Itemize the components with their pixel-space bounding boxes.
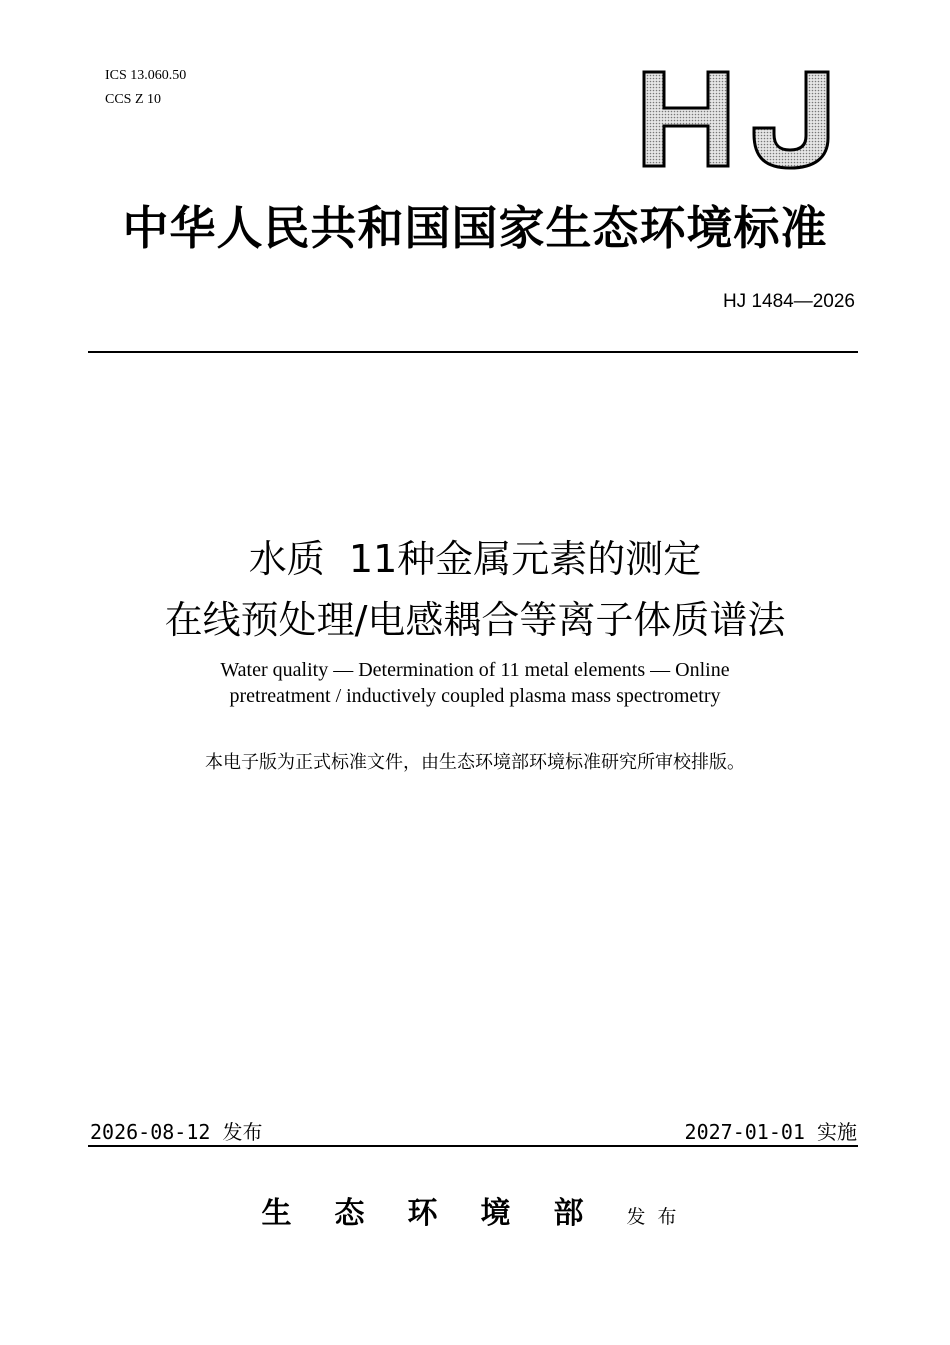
issue-action: 发布: [626, 1206, 689, 1228]
issuing-ministry: 生态环境部: [261, 1196, 627, 1231]
bottom-divider: [88, 1145, 858, 1147]
ics-code: ICS 13.060.50: [105, 68, 187, 83]
svg-text:HJ: HJ: [640, 68, 642, 69]
issuing-organization: 中华人民共和国国家生态环境标准: [122, 201, 828, 255]
edition-note: 本电子版为正式标准文件，由生态环境部环境标准研究所审校排版。: [205, 752, 745, 773]
ccs-code: CCS Z 10: [105, 92, 162, 107]
title-zh-line2: 在线预处理/电感耦合等离子体质谱法: [164, 598, 786, 642]
title-zh-line1: 水质 11种金属元素的测定: [248, 537, 702, 581]
classification-codes: [105, 64, 186, 112]
issuer-line: [0, 1188, 950, 1232]
top-divider: [88, 351, 858, 353]
effective-date: 2027-01-01 实施: [684, 1120, 857, 1144]
title-en-line2: pretreatment / inductively coupled plasma mass spectrometry: [229, 685, 721, 707]
title-en-line1: Water quality — Determination of 11 metal elements — Online: [220, 659, 730, 681]
publish-date: 2026-08-12 发布: [90, 1120, 263, 1144]
standard-number: HJ 1484—2026: [722, 291, 855, 312]
hj-logo: [640, 68, 835, 172]
